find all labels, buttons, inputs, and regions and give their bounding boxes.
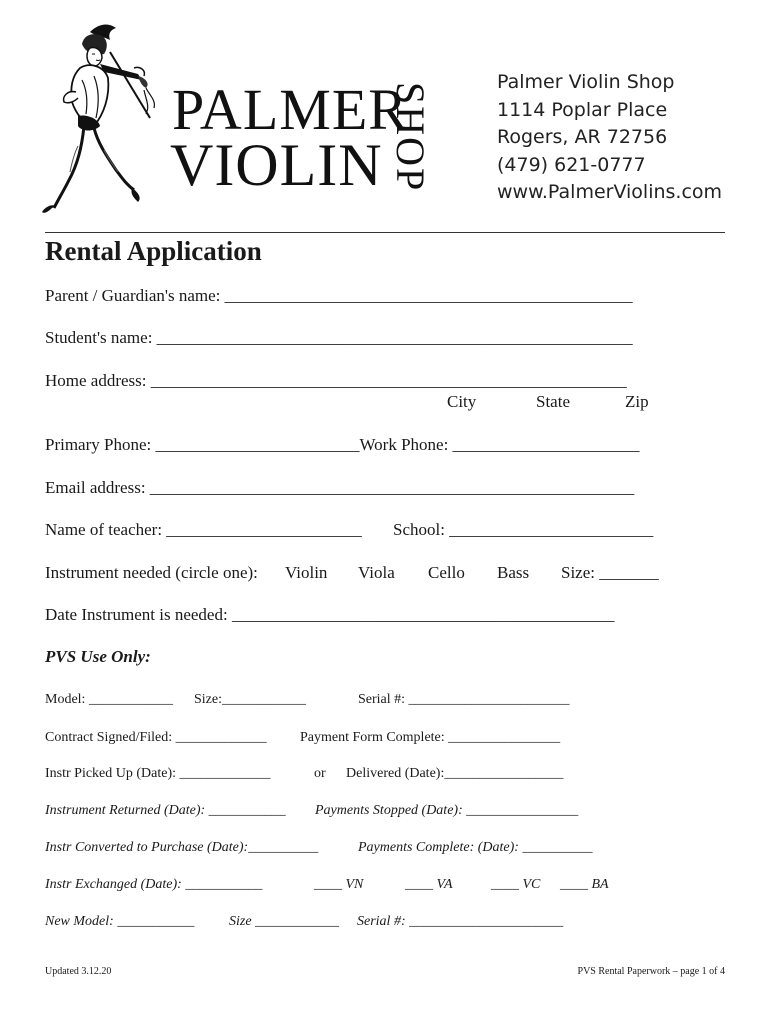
phone-fields[interactable]: Primary Phone: ________________________Work Phone: ______________________ — [45, 435, 640, 454]
picked-up-date-field[interactable]: Instr Picked Up (Date): _____________ — [45, 766, 271, 781]
school-field[interactable]: School: ________________________ — [393, 520, 654, 539]
shop-street: 1114 Poplar Place — [497, 98, 668, 121]
payments-stopped-field[interactable]: Payments Stopped (Date): ________________ — [315, 803, 579, 818]
pvs-model-field[interactable]: Model: ____________ — [45, 692, 173, 707]
violinist-logo-illustration — [38, 22, 158, 217]
converted-date-field[interactable]: Instr Converted to Purchase (Date):__________ — [45, 840, 319, 855]
instrument-size-field[interactable]: Size: _______ — [561, 563, 659, 582]
contract-signed-field[interactable]: Contract Signed/Filed: _____________ — [45, 730, 267, 745]
address-state-label: State — [536, 392, 570, 411]
returned-date-field[interactable]: Instrument Returned (Date): ___________ — [45, 803, 286, 818]
delivered-date-field[interactable]: Delivered (Date):_________________ — [346, 766, 564, 781]
exchange-vn-field[interactable]: ____ VN — [314, 877, 364, 892]
exchange-va-field[interactable]: ____ VA — [405, 877, 453, 892]
footer-page-number: PVS Rental Paperwork – page 1 of 4 — [577, 966, 725, 977]
instrument-option-bass[interactable]: Bass — [497, 563, 530, 582]
footer-updated: Updated 3.12.20 — [45, 966, 112, 977]
teacher-name-field[interactable]: Name of teacher: _______________________ — [45, 520, 362, 539]
parent-name-field[interactable]: Parent / Guardian's name: ________________________________________________ — [45, 286, 633, 305]
pvs-use-only-heading: PVS Use Only: — [45, 647, 151, 666]
pvs-size-field[interactable]: Size:____________ — [194, 692, 306, 707]
logo-word-shop: SHOP — [388, 82, 433, 193]
shop-city-state-zip: Rogers, AR 72756 — [497, 126, 668, 148]
payment-form-field[interactable]: Payment Form Complete: ________________ — [300, 730, 561, 745]
home-address-field[interactable]: Home address: ________________________________________________________ — [45, 371, 627, 390]
address-zip-label: Zip — [625, 392, 649, 411]
shop-name: Palmer Violin Shop — [497, 71, 675, 93]
instrument-needed-label: Instrument needed (circle one): — [45, 563, 258, 582]
header-divider — [45, 232, 725, 233]
instrument-option-violin[interactable]: Violin — [285, 563, 328, 582]
instrument-option-cello[interactable]: Cello — [428, 563, 465, 582]
shop-website: www.PalmerViolins.com — [497, 181, 723, 203]
page-title: Rental Application — [45, 236, 262, 266]
new-model-field[interactable]: New Model: ___________ — [45, 914, 195, 929]
student-name-field[interactable]: Student's name: ________________________________________________________ — [45, 328, 633, 347]
shop-phone: (479) 621-0777 — [497, 153, 646, 176]
or-label: or — [314, 766, 326, 781]
new-size-field[interactable]: Size ____________ — [229, 914, 340, 929]
date-needed-field[interactable]: Date Instrument is needed: _____________________________________________ — [45, 605, 615, 624]
shop-contact-block — [497, 69, 722, 207]
pvs-serial-field[interactable]: Serial #: _______________________ — [358, 692, 570, 707]
exchange-ba-field[interactable]: ____ BA — [560, 877, 609, 892]
payments-complete-field[interactable]: Payments Complete: (Date): __________ — [358, 840, 593, 855]
new-serial-field[interactable]: Serial #: ______________________ — [357, 914, 564, 929]
instrument-option-viola[interactable]: Viola — [358, 563, 395, 582]
address-city-label: City — [447, 392, 477, 411]
exchange-vc-field[interactable]: ____ VC — [491, 877, 541, 892]
logo-word-palmer: PALMER — [172, 77, 408, 142]
logo-word-violin: VIOLIN — [170, 132, 383, 198]
exchanged-date-field[interactable]: Instr Exchanged (Date): ___________ — [45, 877, 263, 892]
email-field[interactable]: Email address: _________________________________________________________ — [45, 478, 635, 497]
